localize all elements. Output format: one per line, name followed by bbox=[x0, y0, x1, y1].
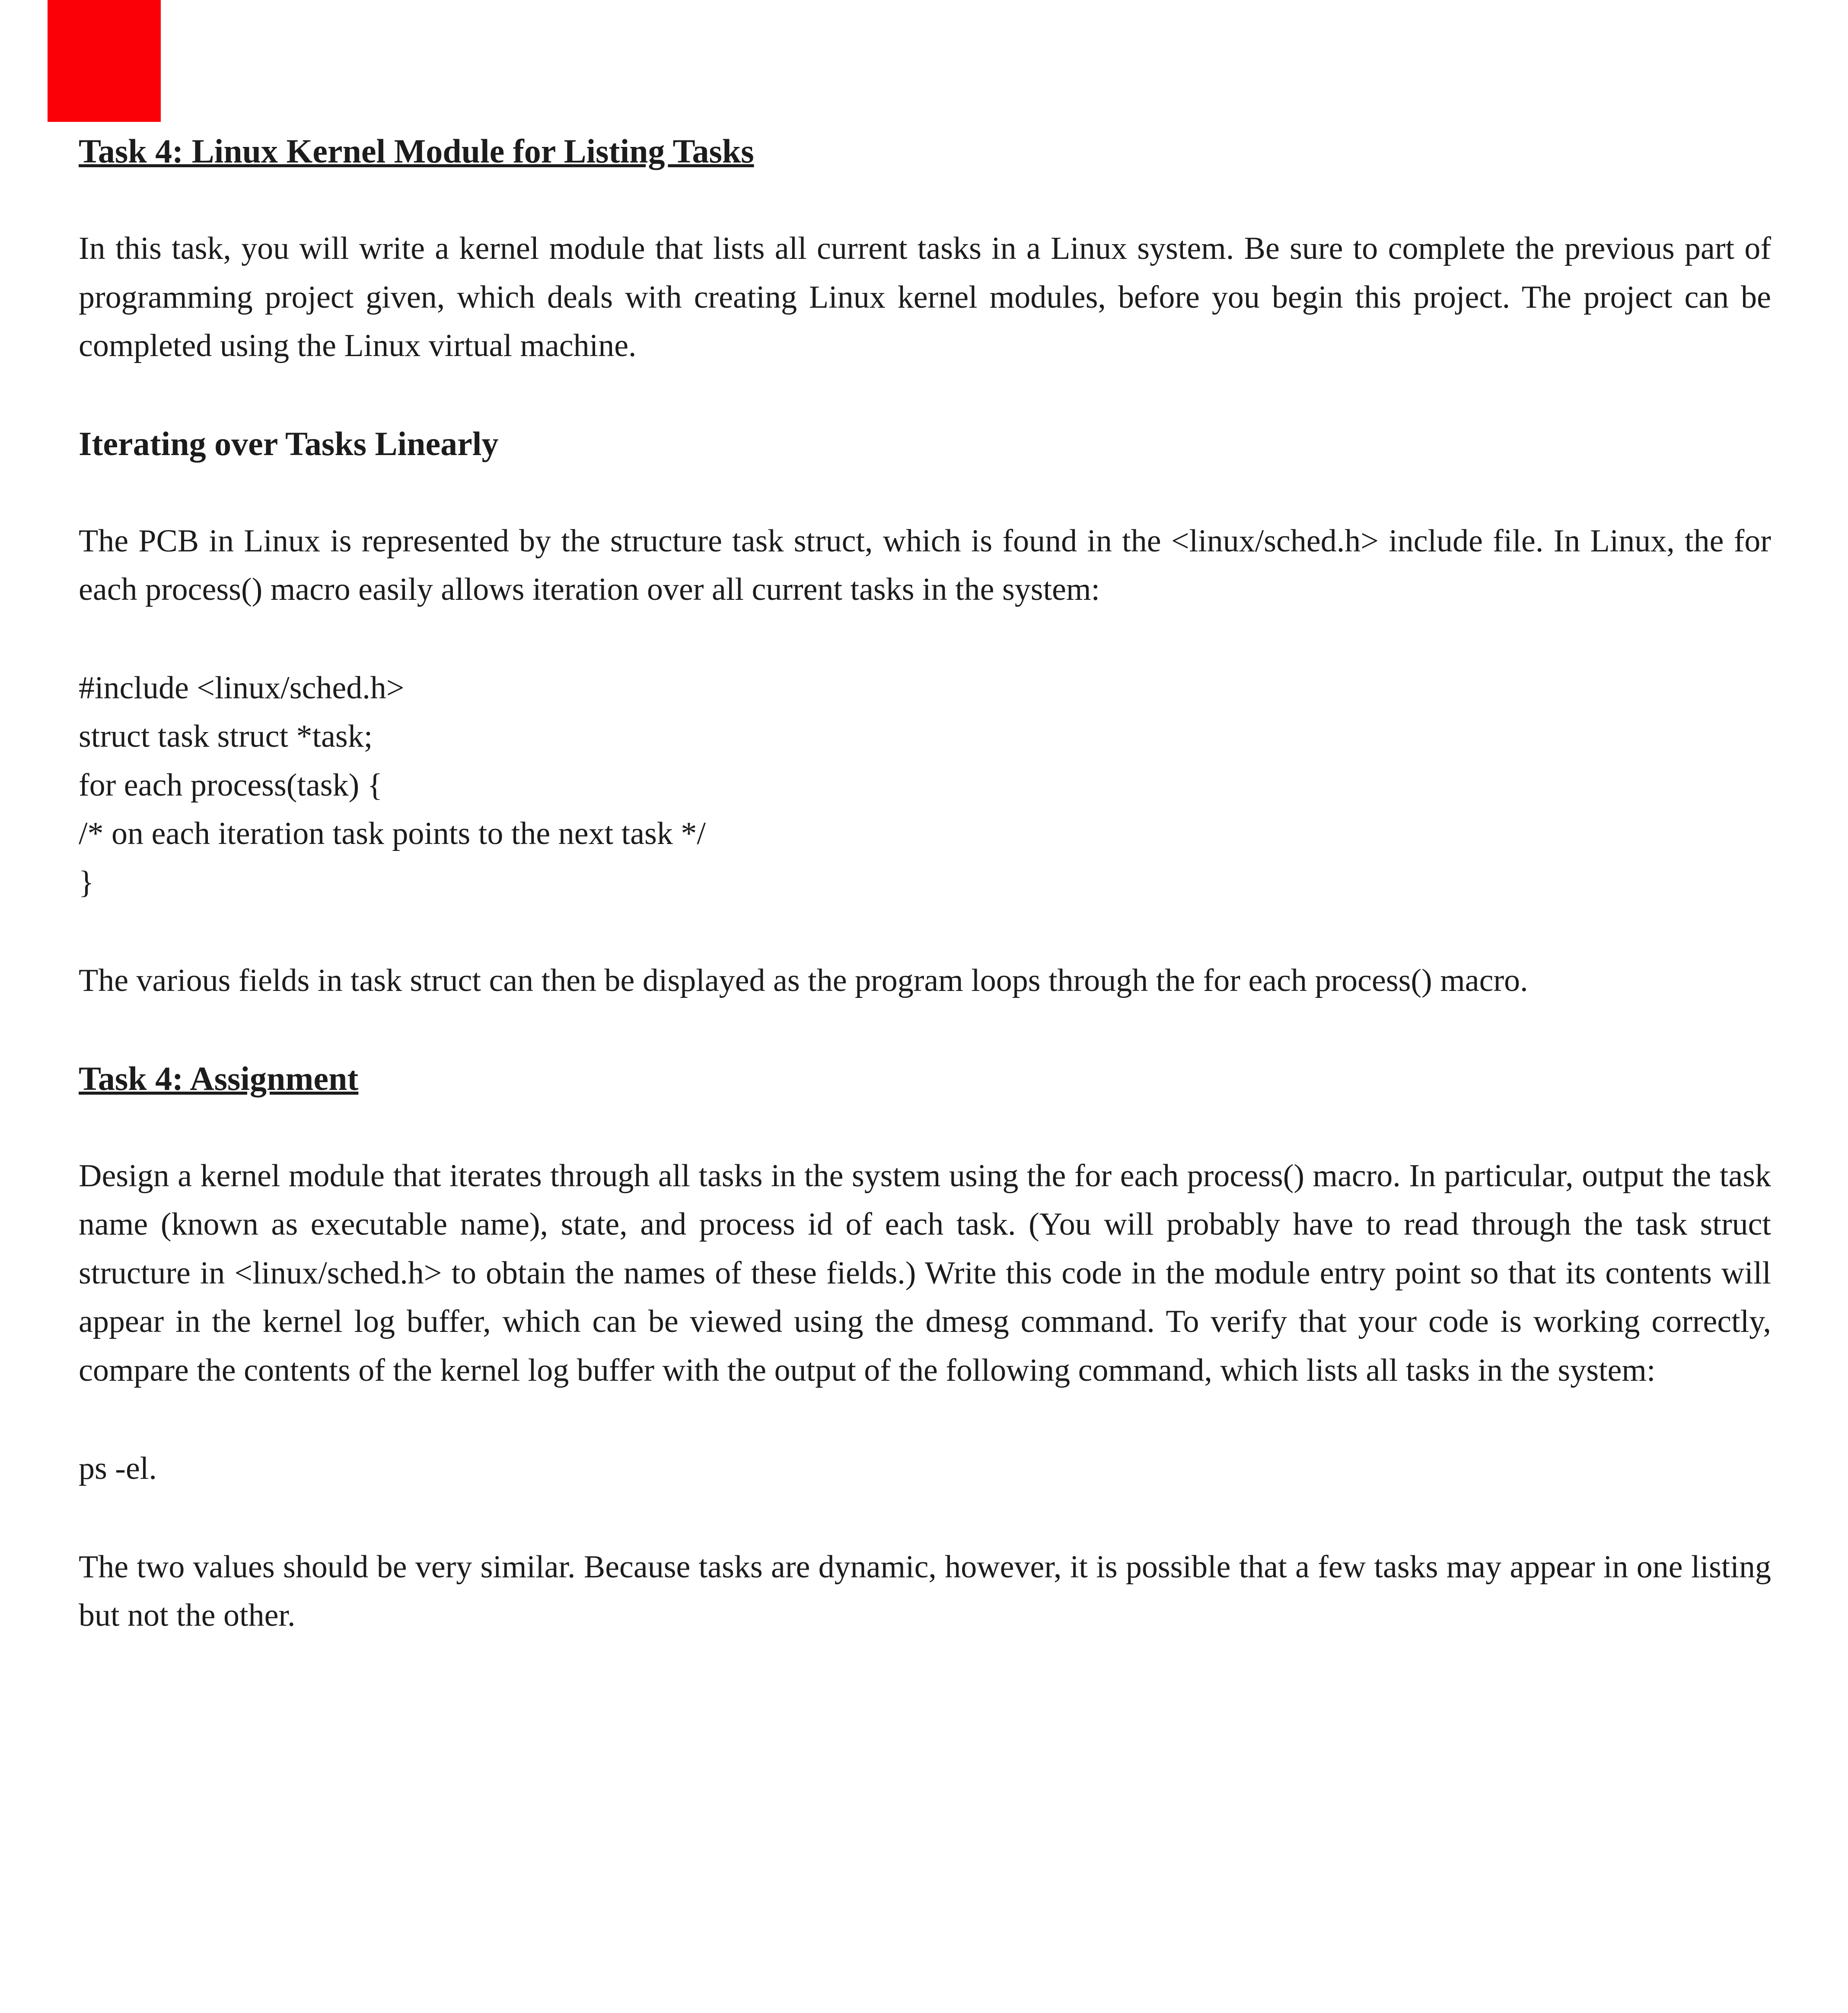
command-ps-el: ps -el. bbox=[79, 1451, 157, 1487]
paragraph-values-similar: The two values should be very similar. Because tasks are dynamic, however, it is possible that a few tasks may appear in one listing but not the other. bbox=[79, 1549, 1771, 1633]
paragraph-fields-display: The various fields in task struct can then be displayed as the program loops through the for each process() macro. bbox=[79, 963, 1528, 999]
code-line-for-each: for each process(task) { bbox=[79, 767, 383, 803]
heading-task4-title: Task 4: Linux Kernel Module for Listing Tasks bbox=[79, 132, 754, 170]
code-line-closing-brace: } bbox=[79, 864, 94, 900]
code-line-comment: /* on each iteration task points to the next task */ bbox=[79, 816, 706, 852]
code-line-include: #include <linux/sched.h> bbox=[79, 670, 405, 706]
code-block bbox=[79, 664, 1771, 907]
paragraph-intro: In this task, you will write a kernel module that lists all current tasks in a Linux system. Be sure to complete the previous part of programming project given, which deals with creating Linux kernel modules, before you begin this project. The project can be completed using the Linux virtual machine. bbox=[79, 231, 1771, 364]
paragraph-pcb-description: The PCB in Linux is represented by the structure task struct, which is found in the <linux/sched.h> include file. In Linux, the for each process() macro easily allows iteration over all current tasks in the system: bbox=[79, 523, 1771, 608]
heading-assignment: Task 4: Assignment bbox=[79, 1059, 359, 1097]
red-marker bbox=[48, 0, 161, 122]
paragraph-assignment-design: Design a kernel module that iterates through all tasks in the system using the for each process() macro. In particular, output the task name (known as executable name), state, and process id of each task. (You will probably have to read through the task struct structure in <linux/sched.h> to obtain the names of these fields.) Write this code in the module entry point so that its contents will appear in the kernel log buffer, which can be viewed using the dmesg command. To verify that your code is working correctly, compare the contents of the kernel log buffer with the output of the following command, which lists all tasks in the system: bbox=[79, 1158, 1771, 1388]
code-line-struct: struct task struct *task; bbox=[79, 719, 373, 755]
heading-iterating-over-tasks: Iterating over Tasks Linearly bbox=[79, 424, 499, 462]
document-content bbox=[79, 127, 1771, 1640]
